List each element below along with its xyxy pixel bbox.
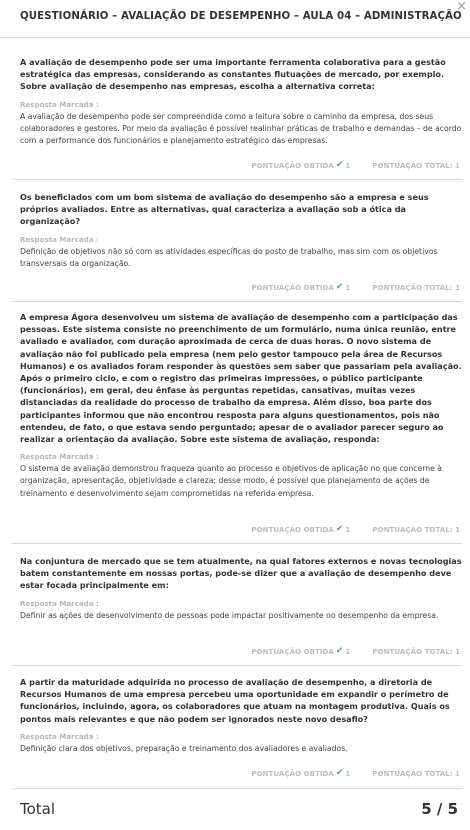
score-row xyxy=(251,161,460,170)
total-label: Total xyxy=(20,800,56,818)
answer-label: Resposta Marcada : xyxy=(20,234,99,244)
score-obtained-value: 1 xyxy=(345,161,351,170)
score-total: PONTUAÇÃO TOTAL: 1 xyxy=(372,647,460,656)
score-obtained-label: PONTUAÇÃO OBTIDA xyxy=(251,647,334,656)
question-text: A partir da maturidade adquirida no processo de avaliação de desempenho, a diretoria de Recursos Humanos de uma empresa percebeu uma oportunidade em expandir o perímetro de funcionários, incluindo, agora, os colaboradores que atuam na montagem produtiva. Quais os pontos mais relevantes e que não podem ser ignorados neste novo desafio? xyxy=(20,677,450,724)
question-text: A empresa Ágora desenvolveu um sistema de avaliação de desempenho com a participação das pessoas. Este sistema consiste no preenchimento de um formulário, numa única reunião, entre avaliado e avaliador, com duração aproximada de cerca de duas horas. O novo sistema de avaliação não foi publicado pela empresa (nem pelo gestor tampouco pela área de Recursos Humanos) e os avaliados foram responder às questões sem saber que passariam pela avaliação. Após o primeiro ciclo, e com o registro das primeiras impressões, o público participante (funcionários), em geral, deu ênfase às perguntas repetidas, cansativas, muitas vezes distanciadas da realidade do processo de trabalho da empresa. Além disso, boa parte dos participantes informou que não encontrou resposta para alguns questionamentos, pois não entendeu, de fato, o que estava sendo perguntado; apesar de o avaliador parecer seguro ao realizar a orientação da avaliação. Sobre este sistema de avaliação, responda: xyxy=(20,312,462,445)
divider xyxy=(12,301,462,302)
score-obtained-label: PONTUAÇÃO OBTIDA xyxy=(251,283,334,292)
answer-label: Resposta Marcada : xyxy=(20,731,99,741)
divider xyxy=(12,788,462,789)
question-item xyxy=(20,191,462,270)
answer-label: Resposta Marcada : xyxy=(20,598,99,608)
quiz-header xyxy=(0,0,470,38)
score-row xyxy=(251,283,460,292)
question-item xyxy=(20,311,462,500)
score-row xyxy=(251,647,460,656)
score-total: PONTUAÇÃO TOTAL: 1 xyxy=(372,161,460,170)
answer-text: O sistema de avaliação demonstrou fraqueza quanto ao processo e objetivos de aplicação no que concerne à organização, apresentação, objetividade e clareza; desse modo, é possível que planejamento de ações de treinamento e desenvolvimento sejam comprometidas na referida empresa. xyxy=(20,464,443,498)
score-obtained-label: PONTUAÇÃO OBTIDA xyxy=(251,769,334,778)
check-icon: ✔ xyxy=(335,282,344,292)
answer-label: Resposta Marcada : xyxy=(20,452,99,462)
score-obtained-value: 1 xyxy=(345,525,351,534)
divider xyxy=(12,665,462,666)
score-obtained-label: PONTUAÇÃO OBTIDA xyxy=(251,525,334,534)
check-icon: ✔ xyxy=(335,160,344,170)
total-score: 5 / 5 xyxy=(421,800,458,818)
total-footer xyxy=(0,790,470,830)
divider xyxy=(12,543,462,544)
answer-text: A avaliação de desempenho pode ser compreendida como a leitura sobre o caminho da empresa, dos seus colaboradores e gestores. Por meio da avaliação é possível realinhar práticas de trabalho e demandas – de acordo com a performance dos funcionários e planejamento estratégico das empresas. xyxy=(20,111,462,146)
check-icon: ✔ xyxy=(335,768,344,778)
question-text: Na conjuntura de mercado que se tem atualmente, na qual fatores externos e novas tecnologias batem constantemente em nossas portas, pode-se dizer que a avaliação de desempenho deve estar focada principalmente em: xyxy=(20,556,462,591)
question-item xyxy=(20,676,462,755)
score-total: PONTUAÇÃO TOTAL: 1 xyxy=(372,525,460,534)
question-text: A avaliação de desempenho pode ser uma importante ferramenta colaborativa para a gestão estratégica das empresas, considerando as constantes flutuações de mercado, por exemplo. Sobre avaliação de desempenho nas empresas, escolha a alternativa correta: xyxy=(20,57,446,92)
question-item xyxy=(20,555,462,622)
answer-text: Definir as ações de desenvolvimento de pessoas pode impactar positivamente no desempenho da empresa. xyxy=(20,610,439,620)
score-obtained-value: 1 xyxy=(345,283,351,292)
question-text: Os beneficiados com um bom sistema de avaliação do desempenho são a empresa e seus próprios avaliados. Entre as alternativas, qual caracteriza a avaliação sob a ótica da organização? xyxy=(20,192,429,227)
answer-text: Definição clara dos objetivos, preparação e treinamento dos avaliadores e avaliados. xyxy=(20,743,348,753)
question-item xyxy=(20,56,462,147)
score-row xyxy=(251,769,460,778)
score-obtained-label: PONTUAÇÃO OBTIDA xyxy=(251,161,334,170)
score-obtained-value: 1 xyxy=(345,647,351,656)
score-total: PONTUAÇÃO TOTAL: 1 xyxy=(372,283,460,292)
page-title: QUESTIONÁRIO – AVALIAÇÃO DE DESEMPENHO – AULA 04 – ADMINISTRAÇÃO xyxy=(20,11,462,22)
check-icon: ✔ xyxy=(335,524,344,534)
close-icon[interactable]: × xyxy=(456,0,467,14)
score-row xyxy=(251,525,460,534)
check-icon: ✔ xyxy=(335,646,344,656)
answer-text: Definição de objetivos não só com as atividades específicas do posto de trabalho, mas sim com os objetivos transversais da organização. xyxy=(20,246,438,268)
answer-label: Resposta Marcada : xyxy=(20,99,99,109)
score-obtained-value: 1 xyxy=(345,769,351,778)
divider xyxy=(12,179,462,180)
score-total: PONTUAÇÃO TOTAL: 1 xyxy=(372,769,460,778)
